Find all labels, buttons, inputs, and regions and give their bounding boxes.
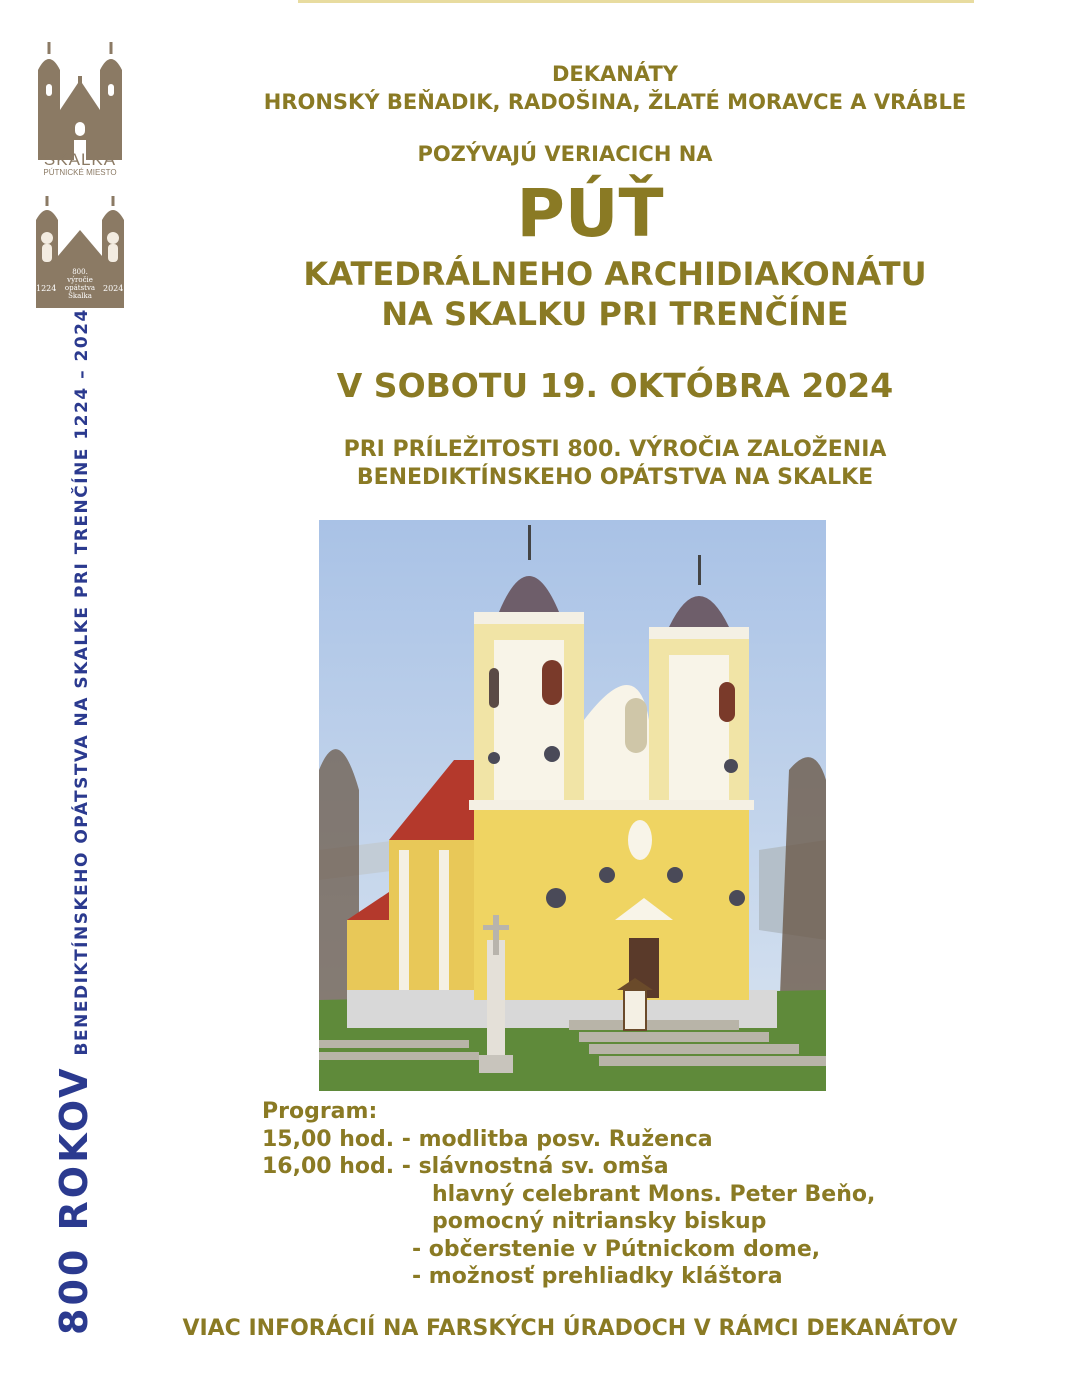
subtitle-line2: NA SKALKU PRI TRENČÍNE xyxy=(381,295,849,333)
anniversary-line4: Skalka xyxy=(68,292,92,300)
more-info-footer: VIAC INFORÁCIÍ NA FARSKÝCH ÚRADOCH V RÁMCI DEKANÁTOV xyxy=(182,1316,958,1341)
church-icon xyxy=(30,40,130,160)
anniversary-year-left: 1224 xyxy=(36,284,57,293)
side-banner xyxy=(52,308,96,1335)
top-rule xyxy=(298,0,974,3)
program-title: Program: xyxy=(262,1099,378,1124)
anniversary-line2: výročie xyxy=(67,276,93,284)
program-item-refreshment: - občerstenie v Pútnickom dome, xyxy=(412,1236,821,1262)
occasion-line1: PRI PRÍLEŽITOSTI 800. VÝROČIA ZALOŽENIA xyxy=(343,437,887,462)
skalka-logo-subtitle: PÚTNICKÉ MIESTO xyxy=(43,168,117,177)
pilgrimage-subtitle xyxy=(200,254,1030,334)
program-item-rosary: 15,00 hod. - modlitba posv. Ruženca xyxy=(262,1126,713,1152)
program-item-tour: - možnosť prehliadky kláštora xyxy=(412,1264,783,1289)
deanery-list: HRONSKÝ BEŇADIK, RADOŠINA, ŽLATÉ MORAVCE A VRÁBLE xyxy=(263,90,967,114)
occasion-line2: BENEDIKTÍNSKEHO OPÁTSTVA NA SKALKE xyxy=(356,465,874,490)
invitation-text: POZÝVAJÚ VERIACICH NA xyxy=(417,142,713,166)
program-item-celebrant: hlavný celebrant Mons. Peter Beňo, xyxy=(432,1181,876,1207)
pilgrimage-title: PÚŤ xyxy=(516,175,664,252)
anniversary-line1: 800. xyxy=(72,268,88,276)
skalka-logo-title: SKALKA xyxy=(43,150,117,169)
subtitle-line1: KATEDRÁLNEHO ARCHIDIAKONÁTU xyxy=(303,255,927,293)
event-date: V SOBOTU 19. OKTÓBRA 2024 xyxy=(336,366,894,405)
church-photo xyxy=(319,520,826,1091)
side-banner-big: 800 ROKOV xyxy=(52,1065,96,1335)
anniversary-year-right: 2024 xyxy=(103,284,124,293)
program-item-bishop: pomocný nitriansky biskup xyxy=(432,1209,767,1234)
deanery-block xyxy=(200,60,1030,116)
program-block xyxy=(262,1098,875,1291)
deanery-heading: DEKANÁTY xyxy=(551,62,679,86)
anniversary-line3: opátstva xyxy=(64,284,96,292)
anniversary-logo xyxy=(32,196,128,308)
program-item-mass: 16,00 hod. - slávnostná sv. omša xyxy=(262,1154,669,1179)
side-banner-small: BENEDIKTÍNSKEHO OPÁTSTVA NA SKALKE PRI TRENČÍNE 1224 – 2024 xyxy=(72,308,92,1056)
anniversary-text xyxy=(58,268,102,300)
skalka-logo xyxy=(30,40,130,180)
occasion-block xyxy=(200,436,1030,492)
